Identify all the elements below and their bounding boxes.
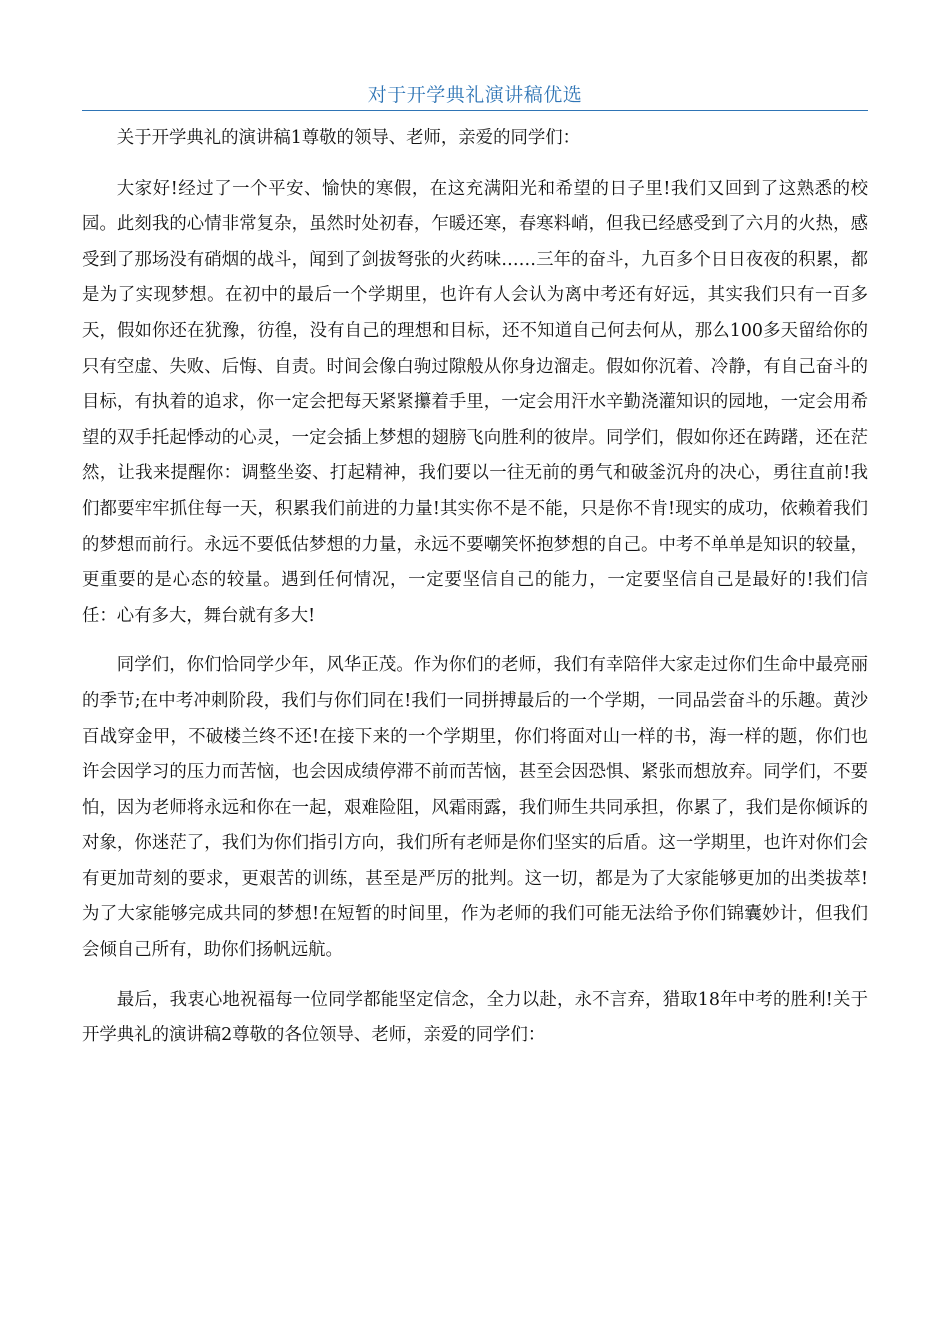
document-header — [82, 80, 868, 111]
document-title: 对于开学典礼演讲稿优选 — [367, 84, 583, 106]
document-body — [82, 121, 868, 1054]
paragraph-intro: 关于开学典礼的演讲稿1尊敬的领导、老师，亲爱的同学们： — [116, 128, 581, 148]
paragraph-closing: 最后，我衷心地祝福每一位同学都能坚定信念，全力以赴，永不言弃，猎取18年中考的胜利!关于开学典礼的演讲稿2尊敬的各位领导、老师，亲爱的同学们： — [82, 989, 868, 1046]
paragraph-main-1: 大家好!经过了一个平安、愉快的寒假，在这充满阳光和希望的日子里!我们又回到了这熟悉的校园。此刻我的心情非常复杂，虽然时处初春，乍暖还寒，春寒料峭，但我已经感受到了六月的火热，感受到了那场没有硝烟的战斗，闻到了剑拔弩张的火药味……三年的奋斗，九百多个日日夜夜的积累，都是为了实现梦想。在初中的最后一个学期里，也许有人会认为离中考还有好远，其实我们只有一百多天，假如你还在犹豫，彷徨，没有自己的理想和目标，还不知道自己何去何从，那么100多天留给你的只有空虚、失败、后悔、自责。时间会像白驹过隙般从你身边溜走。假如你沉着、冷静，有自己奋斗的目标，有执着的追求，你一定会把每天紧紧攥着手里，一定会用汗水辛勤浇灌知识的园地，一定会用希望的双手托起悸动的心灵，一定会插上梦想的翅膀飞向胜利的彼岸。同学们，假如你还在踌躇，还在茫然，让我来提醒你：调整坐姿、打起精神，我们要以一往无前的勇气和破釜沉舟的决心，勇往直前!我们都要牢牢抓住每一天，积累我们前进的力量!其实你不是不能，只是你不肯!现实的成功，依赖着我们的梦想而前行。永远不要低估梦想的力量，永远不要嘲笑怀抱梦想的自己。中考不单单是知识的较量，更重要的是心态的较量。遇到任何情况，一定要坚信自己的能力，一定要坚信自己是最好的!我们信任：心有多大，舞台就有多大! — [82, 178, 868, 626]
paragraph-main-2: 同学们，你们恰同学少年，风华正茂。作为你们的老师，我们有幸陪伴大家走过你们生命中最亮丽的季节;在中考冲刺阶段，我们与你们同在!我们一同拼搏最后的一个学期，一同品尝奋斗的乐趣。黄沙百战穿金甲，不破楼兰终不还!在接下来的一个学期里，你们将面对山一样的书，海一样的题，你们也许会因学习的压力而苦恼，也会因成绩停滞不前而苦恼，甚至会因恐惧、紧张而想放弃。同学们，不要怕，因为老师将永远和你在一起，艰难险阻，风霜雨露，我们师生共同承担，你累了，我们是你倾诉的对象，你迷茫了，我们为你们指引方向，我们所有老师是你们坚实的后盾。这一学期里，也许对你们会有更加苛刻的要求，更艰苦的训练，甚至是严厉的批判。这一切，都是为了大家能够更加的出类拔萃!为了大家能够完成共同的梦想!在短暂的时间里，作为老师的我们可能无法给予你们锦囊妙计，但我们会倾自己所有，助你们扬帆远航。 — [82, 655, 868, 961]
